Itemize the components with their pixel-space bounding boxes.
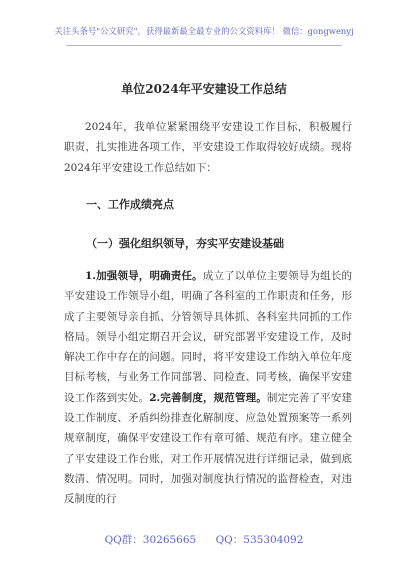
- item2-label: 2.完善制度，规范管理。: [149, 391, 267, 404]
- section-heading-1: 一、工作成绩亮点: [86, 198, 174, 211]
- footer-contact: [0, 533, 408, 547]
- header-banner: 关注头条号"公文研究"，获得最新最全最专业的公文资料库！ 微信：gongwenyj: [54, 26, 354, 36]
- document-title: 单位2024年平安建设工作总结: [121, 82, 287, 96]
- item1-label: 1.加强领导，明确责任。: [85, 270, 203, 282]
- footer-qq: QQ：535304092: [215, 534, 304, 546]
- item1-text: 成立了以单位主要领导为组长的平安建设工作领导小组，明确了各科室的工作职责和任务，形成了主要领导亲自抓、分管领导具体抓、各科室共同抓的工作格局。领导小组定期召开会议，研究部署平安建设工作，及时解决工作中存在的问题。同时，将平安建设工作纳入单位年度目标考核，与业务工作同部署、同检查、同考核，确保平安建设工作落到实处。: [64, 270, 352, 404]
- intro-paragraph: 2024年，我单位紧紧围绕平安建设工作目标，积极履行职责，扎实推进各项工作，平安建设工作取得较好成绩。现将2024年平安建设工作总结如下：: [64, 121, 352, 174]
- item2-text: 制定完善了平安建设工作制度、矛盾纠纷排查化解制度、应急处置预案等一系列规章制度，确保平安建设工作有章可循、规范有序。建立健全了平安建设工作台账，对工作开展情况进行详细记录，做到底数清、情况明。同时，加强对制度执行情况的监督检查，对违反制度的行: [64, 391, 353, 506]
- footer-qq-group: QQ群：30265665: [104, 534, 197, 546]
- subsection-heading-1: （一）强化组织领导，夯实平安建设基础: [86, 237, 284, 250]
- header-divider: [66, 45, 342, 46]
- body-paragraph: [64, 266, 352, 510]
